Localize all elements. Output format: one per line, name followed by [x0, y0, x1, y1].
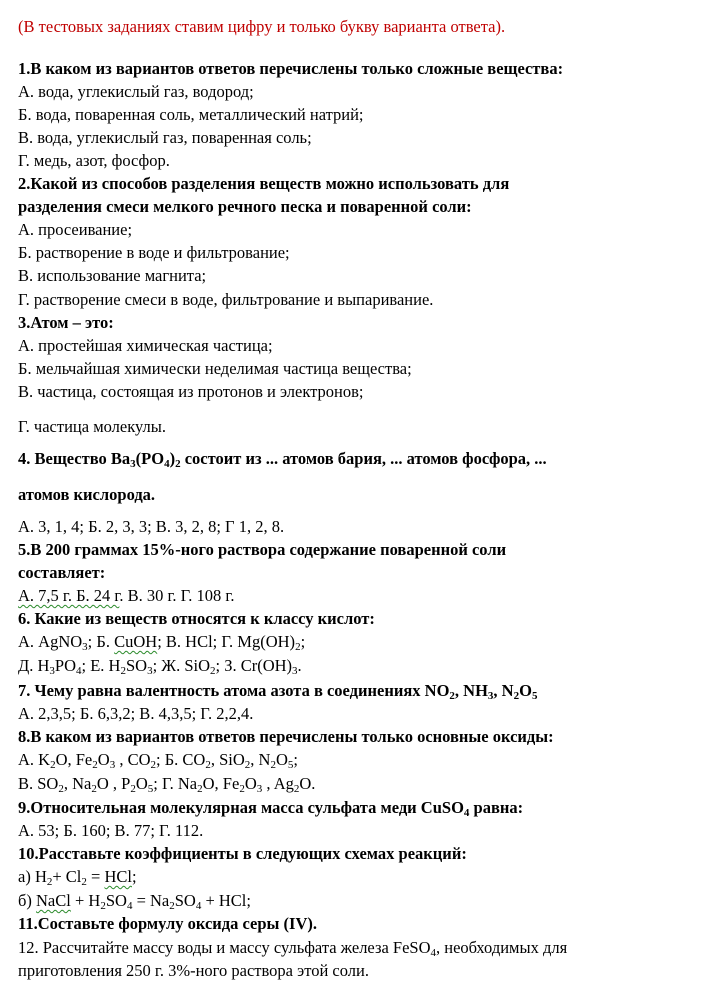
question-3-option-a: А. простейшая химическая частица;	[18, 336, 273, 355]
question-9-title: 9.Относительная молекулярная масса сульфата меди CuSO$_4$ равна:	[18, 798, 524, 819]
question-1-option-b: Б. вода, поваренная соль, металлический натрий;	[18, 105, 364, 124]
question-12-line-2: приготовления 250 г. 3%-ного раствора этой соли.	[18, 961, 369, 980]
question-10-reaction-b: б) NaCl + $H_2SO_4 = Na_2SO_4$ + HCl;	[18, 891, 251, 912]
question-1-title: 1.В каком из вариантов ответов перечислены только сложные вещества:	[18, 59, 564, 78]
question-1-option-d: Г. медь, азот, фосфор.	[18, 151, 170, 170]
question-1-option-a: А. вода, углекислый газ, водород;	[18, 82, 254, 101]
question-6-options-line-1: А. AgNO$_3$; Б. CuOH; В. HCl; Г. $Mg(OH)_2$;	[18, 632, 306, 653]
question-9-options: А. 53; Б. 160; В. 77; Г. 112.	[18, 821, 204, 840]
question-2-title-line-1: 2.Какой из способов разделения веществ можно использовать для	[18, 174, 510, 193]
question-5-options: А. 7,5 г. Б. 24 г. В. 30 г. Г. 108 г.	[18, 586, 235, 605]
question-8-title: 8.В каком из вариантов ответов перечислены только основные оксиды:	[18, 727, 554, 746]
question-5-title-line-2: составляет:	[18, 563, 106, 582]
question-4-title-line-2: атомов кислорода.	[18, 485, 156, 504]
question-1-option-c: В. вода, углекислый газ, поваренная соль;	[18, 128, 312, 147]
question-6-title: 6. Какие из веществ относятся к классу кислот:	[18, 609, 375, 628]
question-3-option-b: Б. мельчайшая химически неделимая частица вещества;	[18, 359, 412, 378]
question-7-title: 7. Чему равна валентность атома азота в соединениях $NO_2$, $NH_3$, $N_2O_5$	[18, 681, 538, 702]
question-7-options: А. 2,3,5; Б. 6,3,2; В. 4,3,5; Г. 2,2,4.	[18, 704, 254, 723]
question-11-title: 11.Составьте формулу оксида серы (IV).	[18, 914, 318, 933]
question-2-option-c: В. использование магнита;	[18, 266, 207, 285]
question-5-title-line-1: 5.В 200 граммах 15%-ного раствора содержание поваренной соли	[18, 540, 507, 559]
question-3-option-d: Г. частица молекулы.	[18, 417, 166, 436]
question-8-options-line-2: В. $SO_2$, $Na_2O$ , $P_2O_5$; Г. $Na_2O$, $Fe_2O_3$ , $Ag_2O$.	[18, 774, 316, 795]
question-10-reaction-a: а) $H_2+ Cl_2$ = HCl;	[18, 867, 137, 888]
question-3-option-c: В. частица, состоящая из протонов и электронов;	[18, 382, 364, 401]
question-2-option-d: Г. растворение смеси в воде, фильтрование и выпаривание.	[18, 290, 434, 309]
question-2-title-line-2: разделения смеси мелкого речного песка и поваренной соли:	[18, 197, 472, 216]
instruction-note: (В тестовых заданиях ставим цифру и только букву варианта ответа).	[18, 17, 506, 36]
question-4-options: А. 3, 1, 4; Б. 2, 3, 3; В. 3, 2, 8; Г 1, 2, 8.	[18, 517, 285, 536]
question-2-option-b: Б. растворение в воде и фильтрование;	[18, 243, 290, 262]
question-10-title: 10.Расставьте коэффициенты в следующих схемах реакций:	[18, 844, 467, 863]
question-3-title: 3.Атом – это:	[18, 313, 114, 332]
question-8-options-line-1: А. $K_2O$, $Fe_2O_3$ , $CO_2$; Б. $CO_2$, SiO$_2$, $N_2O_5$;	[18, 750, 298, 771]
question-12-line-1: 12. Рассчитайте массу воды и массу сульфата железа FeSO$_4$, необходимых для	[18, 938, 568, 959]
question-4-title-line-1: 4. Вещество $Ba_3(PO_4)_2$ состоит из ... атомов бария, ... атомов фосфора, ...	[18, 449, 547, 470]
question-2-option-a: А. просеивание;	[18, 220, 133, 239]
question-6-options-line-2: Д. $H_3PO_4$; Е. $H_2SO_3$; Ж. SiO$_2$; З. $Cr(OH)_3$.	[18, 656, 302, 677]
